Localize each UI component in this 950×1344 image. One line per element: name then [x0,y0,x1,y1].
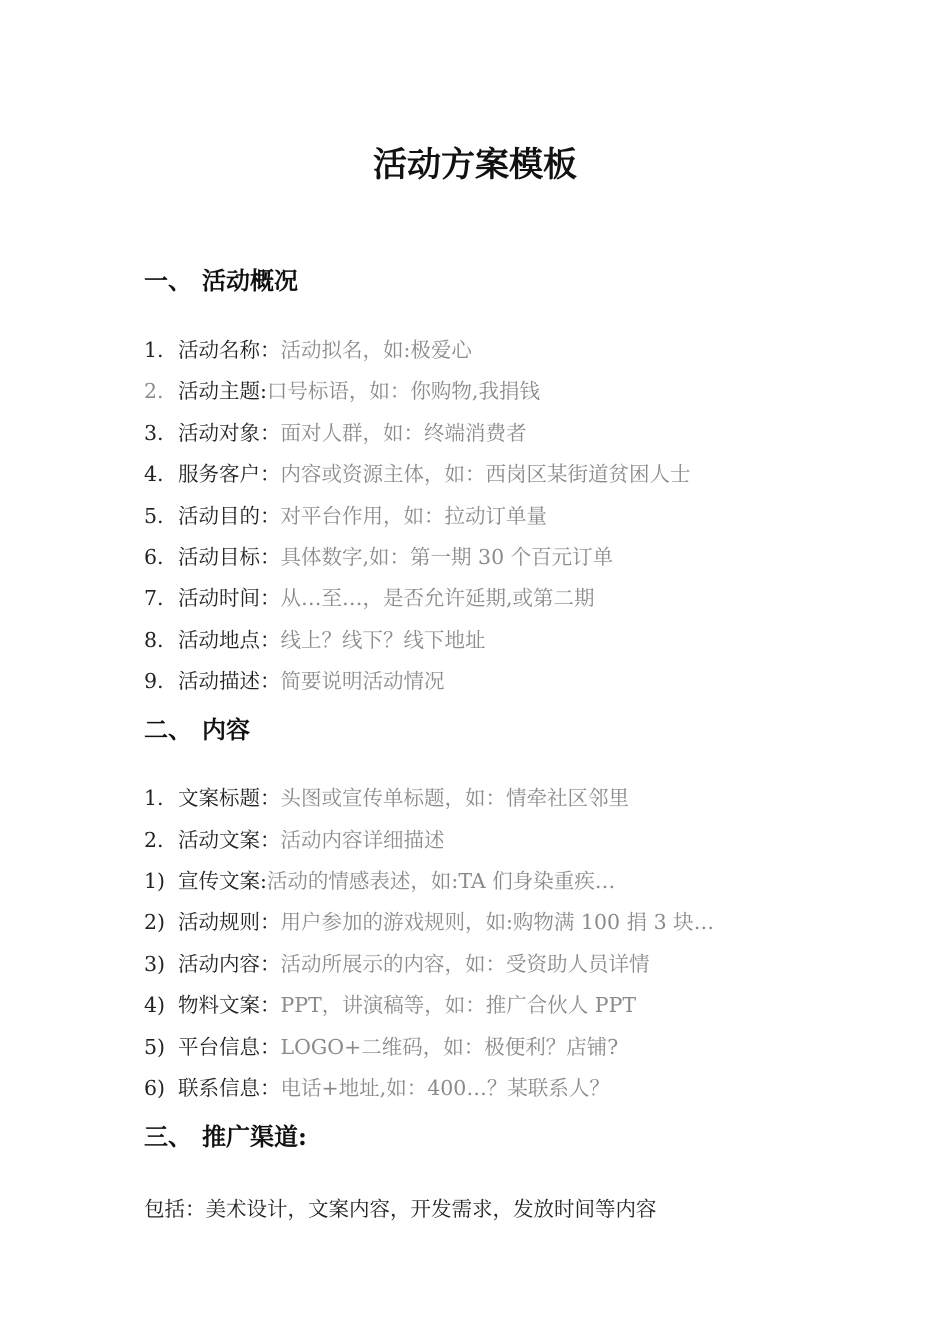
section-heading-content [144,712,250,748]
list-item [144,501,547,531]
item-value: 活动所展示的内容，如：受资助人员详情 [280,952,650,976]
item-value: 口号标语，如：你购物,我捐钱 [266,379,540,403]
item-value: 头图或宣传单标题，如：情牵社区邻里 [280,786,629,810]
item-value: 用户参加的游戏规则，如:购物满 100 捐 3 块… [280,910,715,934]
list-item [144,825,445,855]
item-value: 面对人群，如：终端消费者 [280,421,527,445]
item-label: 活动对象： [178,421,281,445]
item-value: 具体数字,如：第一期 30 个百元订单 [280,545,614,569]
document-title: 活动方案模板 [373,145,577,185]
item-value: 电话+地址,如：400…？某联系人？ [280,1076,610,1100]
item-label: 平台信息： [178,1035,281,1059]
item-value: LOGO+二维码，如：极便利？店铺? [280,1035,619,1059]
section-title: 推广渠道: [202,1122,307,1151]
item-value: 活动拟名，如:极爱心 [280,338,472,362]
list-item [144,542,613,572]
list-item [144,1032,618,1062]
section-title: 内容 [202,715,250,744]
item-label: 活动内容： [178,952,281,976]
item-value: 线上？线下？线下地址 [280,628,486,652]
item-number: 5) [144,1035,166,1059]
item-label: 活动目标： [178,545,281,569]
item-number: 7. [144,586,164,610]
item-number: 3. [144,421,164,445]
item-label: 活动地点： [178,628,281,652]
list-item [144,625,486,655]
section-heading-overview [144,263,298,299]
item-number: 4. [144,462,164,486]
item-value: PPT，讲演稿等，如：推广合伙人 PPT [280,993,637,1017]
section-number: 二、 [144,715,192,744]
item-label: 文案标题： [178,786,281,810]
section-paragraph: 包括：美术设计，文案内容，开发需求，发放时间等内容 [144,1197,657,1221]
item-number: 4) [144,993,166,1017]
list-item [144,418,527,448]
item-number: 1) [144,869,166,893]
item-number: 5. [144,504,164,528]
item-number: 2. [144,379,164,403]
item-number: 3) [144,952,166,976]
list-item [144,376,540,406]
item-number: 2) [144,910,166,934]
item-value: 活动的情感表述，如:TA 们身染重疾… [266,869,616,893]
item-value: 对平台作用，如：拉动订单量 [280,504,547,528]
item-label: 宣传文案: [178,869,267,893]
item-number: 1. [144,786,164,810]
item-number: 9. [144,669,164,693]
list-item [144,583,595,613]
item-label: 活动规则： [178,910,281,934]
item-label: 联系信息： [178,1076,281,1100]
list-item [144,666,445,696]
list-item [144,1073,610,1103]
list-item [144,783,629,813]
section-number: 一、 [144,266,192,295]
list-item [144,866,615,896]
section-title: 活动概况 [202,266,298,295]
item-label: 活动目的： [178,504,281,528]
item-number: 2. [144,828,164,852]
section-number: 三、 [144,1122,192,1151]
item-number: 6) [144,1076,166,1100]
item-label: 服务客户： [178,462,281,486]
list-item [144,907,714,937]
list-item [144,335,472,365]
list-item [144,949,650,979]
item-number: 6. [144,545,164,569]
item-label: 活动描述： [178,669,281,693]
item-number: 8. [144,628,164,652]
section-heading-channels [144,1119,307,1155]
item-number: 1. [144,338,164,362]
item-label: 活动主题: [178,379,267,403]
list-item [144,459,691,489]
item-label: 活动名称： [178,338,281,362]
item-label: 物料文案： [178,993,281,1017]
item-value: 简要说明活动情况 [280,669,445,693]
item-value: 从…至…，是否允许延期,或第二期 [280,586,595,610]
item-label: 活动文案： [178,828,281,852]
item-value: 内容或资源主体，如：西岗区某街道贫困人士 [280,462,691,486]
item-label: 活动时间： [178,586,281,610]
item-value: 活动内容详细描述 [280,828,445,852]
list-item [144,990,636,1020]
